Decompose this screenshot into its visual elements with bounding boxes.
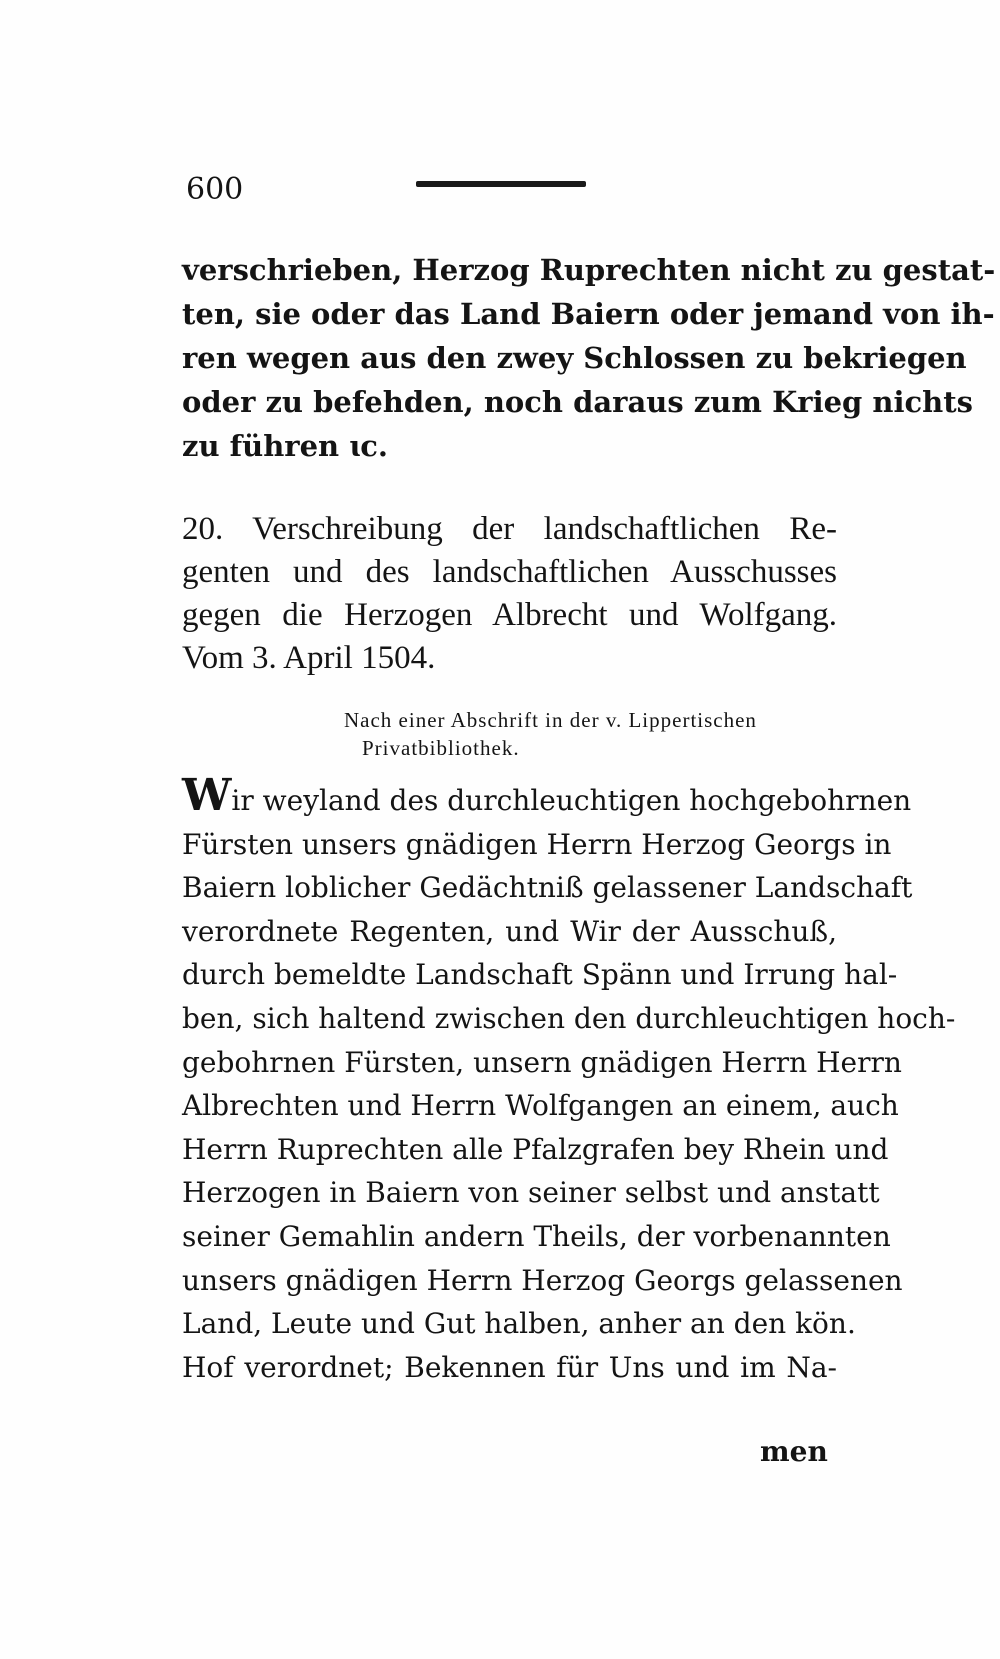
body-text — [182, 770, 956, 1389]
text-line: unsers gnädigen Herrn Herzog Georgs gelassenen — [182, 1263, 903, 1297]
source-note — [344, 706, 864, 762]
catchword: men — [760, 1435, 828, 1468]
text-line: verordnete Regenten, und Wir der Ausschuß, — [182, 914, 837, 948]
text-line: Albrechten und Herrn Wolfgangen an einem, auch — [182, 1089, 899, 1123]
heading-line: genten und des landschaftlichen Ausschusses — [182, 554, 837, 590]
source-line: Nach einer Abschrift in der v. Lippertischen — [344, 708, 757, 732]
text-line: verschrieben, Herzog Ruprechten nicht zu gestat- — [182, 253, 996, 287]
continuation-paragraph — [182, 248, 996, 468]
text-line: gebohrnen Fürsten, unsern gnädigen Herrn Herrn — [182, 1045, 902, 1079]
header-rule — [416, 181, 586, 187]
text-line: Herrn Ruprechten alle Pfalzgrafen bey Rhein und — [182, 1132, 889, 1166]
document-heading — [182, 508, 837, 680]
page-number: 600 — [186, 172, 244, 207]
first-line-rest: ir weyland des durchleuchtigen hochgebohrnen — [231, 784, 912, 817]
text-line: ben, sich haltend zwischen den durchleuchtigen hoch- — [182, 1001, 956, 1035]
text-line: Baiern loblicher Gedächtniß gelassener Landschaft — [182, 871, 913, 905]
text-line: seiner Gemahlin andern Theils, der vorbenannten — [182, 1219, 891, 1253]
text-line: ten, sie oder das Land Baiern oder jemand von ih- — [182, 297, 995, 331]
initial-letter: W — [182, 770, 232, 821]
first-body-line — [182, 770, 912, 823]
text-line: Hof verordnet; Bekennen für Uns und im Na- — [182, 1350, 837, 1384]
text-line: Herzogen in Baiern von seiner selbst und anstatt — [182, 1176, 880, 1210]
text-line: durch bemeldte Landschaft Spänn und Irrung hal- — [182, 958, 898, 992]
text-line: Land, Leute und Gut halben, anher an den kön. — [182, 1307, 856, 1341]
heading-line: Vom 3. April 1504. — [182, 640, 436, 676]
source-line: Privatbibliothek. — [362, 736, 520, 760]
text-line: ren wegen aus den zwey Schlossen zu bekriegen — [182, 341, 967, 375]
text-line: zu führen ɩc. — [182, 429, 388, 463]
heading-line: 20. Verschreibung der landschaftlichen Re- — [182, 511, 837, 547]
text-line: Fürsten unsers gnädigen Herrn Herzog Georgs in — [182, 827, 892, 861]
text-line: oder zu befehden, noch daraus zum Krieg nichts — [182, 385, 973, 419]
heading-line: gegen die Herzogen Albrecht und Wolfgang. — [182, 597, 837, 633]
